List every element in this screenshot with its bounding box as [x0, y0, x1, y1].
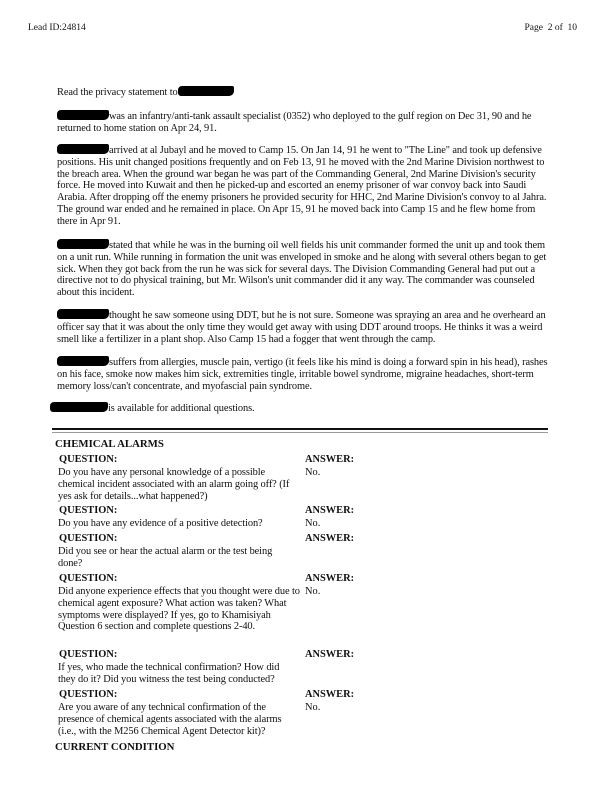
redaction	[57, 356, 109, 366]
paragraph-text: Read the privacy statement to	[57, 87, 178, 98]
question-label: QUESTION:	[59, 454, 118, 465]
paragraph-text: stated that while he was in the burning oil well fields his unit commander formed the unit up and took them on a unit run. While running in formation the unit was enveloped in smoke and he along with several others began to get sick. When they got back from the run he was sick for several days. The Division Commanding General had put out a directive not to do physical training, but Mr. Wilson's unit commander did it any way. The commander was counseled about this incident.	[57, 240, 547, 299]
section-divider	[52, 428, 548, 430]
redaction	[178, 86, 234, 96]
paragraph-text: suffers from allergies, muscle pain, vertigo (it feels like his mind is doing a forward spin in his head), rashes on his face, smoke now makes him sick, extremities tingle, irritable bowel syndrome, migraine headaches, short-term memory loss/can't concentrate, and myofascial pain syndrome.	[57, 357, 548, 392]
answer-label: ANSWER:	[305, 649, 355, 660]
question-label: QUESTION:	[59, 689, 118, 700]
answer-text: No.	[305, 586, 321, 597]
answer-label: ANSWER:	[305, 505, 355, 516]
paragraph-text: is available for additional questions.	[108, 403, 255, 414]
question-text: Do you have any personal knowledge of a possible chemical incident associated with an alarm going off? (If yes ask for details...what happened?)	[58, 467, 290, 502]
lead-id: Lead ID:24814	[28, 23, 86, 33]
privacy-paragraph	[57, 86, 549, 99]
question-label: QUESTION:	[59, 533, 118, 544]
paragraph-text: was an infantry/anti-tank assault specialist (0352) who deployed to the gulf region on Dec 31, 90 and he returned to home station on Apr 24, 91.	[57, 111, 532, 134]
paragraph	[57, 309, 549, 345]
question-text: Do you have any evidence of a positive detection?	[58, 518, 263, 529]
paragraph	[57, 356, 549, 392]
paragraph	[57, 110, 549, 135]
paragraph	[57, 239, 549, 299]
answer-label: ANSWER:	[305, 533, 355, 544]
answer-text: No.	[305, 518, 321, 529]
section-title: CHEMICAL ALARMS	[55, 438, 164, 450]
question-label: QUESTION:	[59, 649, 118, 660]
answer-label: ANSWER:	[305, 573, 355, 584]
answer-text: No.	[305, 467, 321, 478]
question-label: QUESTION:	[59, 505, 118, 516]
answer-text: No.	[305, 702, 321, 713]
paragraph-text: arrived at al Jubayl and he moved to Camp 15. On Jan 14, 91 he went to "The Line" and took up defensive positions. His unit changed positions frequently and on Feb 13, 91 he moved with the 2nd Marine Division northwest to the breach area. When the ground war began he was part of the Commanding General, 2nd Marine Division's security force. He moved into Kuwait and then he picked-up and escorted an enemy prisoner of war convoy back into Saudi Arabia. After dropping off the enemy prisoners he provided security for HHC, 2nd Marine Division's convoy to al Jahra. The ground war ended and he remained in place. On Apr 15, 91 he moved back into Camp 15 and he flew home from there in Apr 91.	[57, 145, 547, 227]
paragraph	[50, 402, 542, 415]
answer-label: ANSWER:	[305, 689, 355, 700]
redaction	[57, 309, 109, 319]
redaction	[57, 239, 109, 249]
page-number: Page 2 of 10	[524, 23, 577, 33]
redaction	[57, 110, 109, 120]
question-label: QUESTION:	[59, 573, 118, 584]
question-text: Are you aware of any technical confirmation of the presence of chemical agents associated with the alarms (i.e., with the M256 Chemical Agent Detector kit)?	[58, 702, 282, 737]
answer-label: ANSWER:	[305, 454, 355, 465]
section-divider-thin	[52, 432, 548, 433]
next-section-title: CURRENT CONDITION	[55, 741, 175, 753]
redaction	[50, 402, 108, 412]
question-text: Did anyone experience effects that you thought were due to chemical agent exposure? What action was taken? What symptoms were displayed? If yes, go to Khamisiyah Question 6 section and complete questions 2-40.	[58, 586, 300, 633]
paragraph	[57, 144, 552, 228]
question-text: Did you see or hear the actual alarm or the test being done?	[58, 546, 273, 569]
question-text: If yes, who made the technical confirmation? How did they do it? Did you witness the test being conducted?	[58, 662, 280, 685]
paragraph-text: thought he saw someone using DDT, but he is not sure. Someone was spraying an area and he overheard an officer say that it was about the only time they would get away with using DDT around troops. He thinks it was a weird smell like a fertilizer in a plant shop. Also Camp 15 had a fogger that went through the camp.	[57, 310, 546, 345]
redaction	[57, 144, 109, 154]
